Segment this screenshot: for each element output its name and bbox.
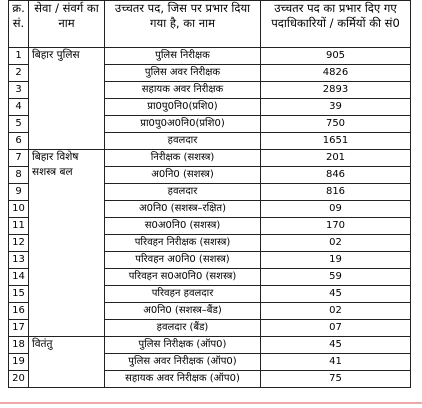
higher-post-cell: सहायक अवर निरीक्षक (ऑप0) [105,371,261,388]
serial-number-cell: 14 [9,269,29,286]
officer-count-cell: 41 [261,354,411,371]
serial-number-cell: 15 [9,286,29,303]
cadre-name-cell: बिहार पुलिस [29,48,105,150]
higher-post-cell: सहायक अवर निरीक्षक [105,82,261,99]
serial-number-cell: 4 [9,99,29,116]
higher-post-cell: अ0नि0 (सशस्त्र–रक्षित) [105,201,261,218]
header-cadre-name: सेवा / संवर्ग का नाम [29,1,105,48]
serial-number-cell: 17 [9,320,29,337]
officer-count-cell: 750 [261,116,411,133]
header-officer-count: उच्चतर पद का प्रभार दिए गए पदाधिकारियों / कर्मियों की सं0 [261,1,411,48]
table-row [9,150,411,167]
officer-count-cell: 59 [261,269,411,286]
serial-number-cell: 7 [9,150,29,167]
document-page [8,0,411,388]
table-body [9,48,411,388]
officer-count-cell: 201 [261,150,411,167]
higher-post-cell: परिवहन हवलदार [105,286,261,303]
header-serial-number: क्र. सं. [9,1,29,48]
higher-post-cell: पुलिस अवर निरीक्षक (ऑप0) [105,354,261,371]
serial-number-cell: 13 [9,252,29,269]
higher-post-cell: हवलदार [105,133,261,150]
table-row [9,337,411,354]
officer-count-cell: 846 [261,167,411,184]
officer-count-cell: 09 [261,201,411,218]
officer-count-cell: 75 [261,371,411,388]
officer-count-cell: 45 [261,286,411,303]
officer-count-cell: 02 [261,235,411,252]
serial-number-cell: 6 [9,133,29,150]
officer-count-cell: 170 [261,218,411,235]
serial-number-cell: 10 [9,201,29,218]
page-edge-line [0,402,422,404]
serial-number-cell: 16 [9,303,29,320]
serial-number-cell: 1 [9,48,29,65]
higher-post-cell: पुलिस अवर निरीक्षक [105,65,261,82]
serial-number-cell: 8 [9,167,29,184]
officer-count-cell: 816 [261,184,411,201]
table-header-row [9,1,411,48]
serial-number-cell: 9 [9,184,29,201]
higher-post-cell: अ0नि0 (सशस्त्र–बैंड) [105,303,261,320]
higher-post-cell: पुलिस निरीक्षक (ऑप0) [105,337,261,354]
higher-post-cell: हवलदार (बैंड) [105,320,261,337]
serial-number-cell: 11 [9,218,29,235]
serial-number-cell: 3 [9,82,29,99]
serial-number-cell: 5 [9,116,29,133]
officer-count-cell: 19 [261,252,411,269]
header-higher-post: उच्चतर पद, जिस पर प्रभार दिया गया है, का नाम [105,1,261,48]
cadre-name-cell: वितंतु [29,337,105,388]
higher-post-cell: प्रा0पु0नि0(प्रशि0) [105,99,261,116]
officer-count-cell: 905 [261,48,411,65]
serial-number-cell: 19 [9,354,29,371]
officer-count-cell: 02 [261,303,411,320]
officer-count-cell: 1651 [261,133,411,150]
higher-post-cell: निरीक्षक (सशस्त्र) [105,150,261,167]
higher-post-cell: प्रा0पु0अ0नि0(प्रशि0) [105,116,261,133]
higher-post-cell: हवलदार [105,184,261,201]
higher-post-cell: परिवहन निरीक्षक (सशस्त्र) [105,235,261,252]
serial-number-cell: 2 [9,65,29,82]
officer-count-cell: 4826 [261,65,411,82]
serial-number-cell: 20 [9,371,29,388]
serial-number-cell: 18 [9,337,29,354]
higher-post-cell: स0अ0नि0 (सशस्त्र) [105,218,261,235]
higher-post-cell: अ0नि0 (सशस्त्र) [105,167,261,184]
higher-post-cell: परिवहन स0अ0नि0 (सशस्त्र) [105,269,261,286]
table-row [9,48,411,65]
officer-count-cell: 07 [261,320,411,337]
cadre-name-cell: बिहार विशेष सशस्त्र बल [29,150,105,337]
higher-post-cell: परिवहन अ0नि0 (सशस्त्र) [105,252,261,269]
higher-post-cell: पुलिस निरीक्षक [105,48,261,65]
officer-charge-table [8,0,411,388]
officer-count-cell: 39 [261,99,411,116]
officer-count-cell: 45 [261,337,411,354]
officer-count-cell: 2893 [261,82,411,99]
serial-number-cell: 12 [9,235,29,252]
